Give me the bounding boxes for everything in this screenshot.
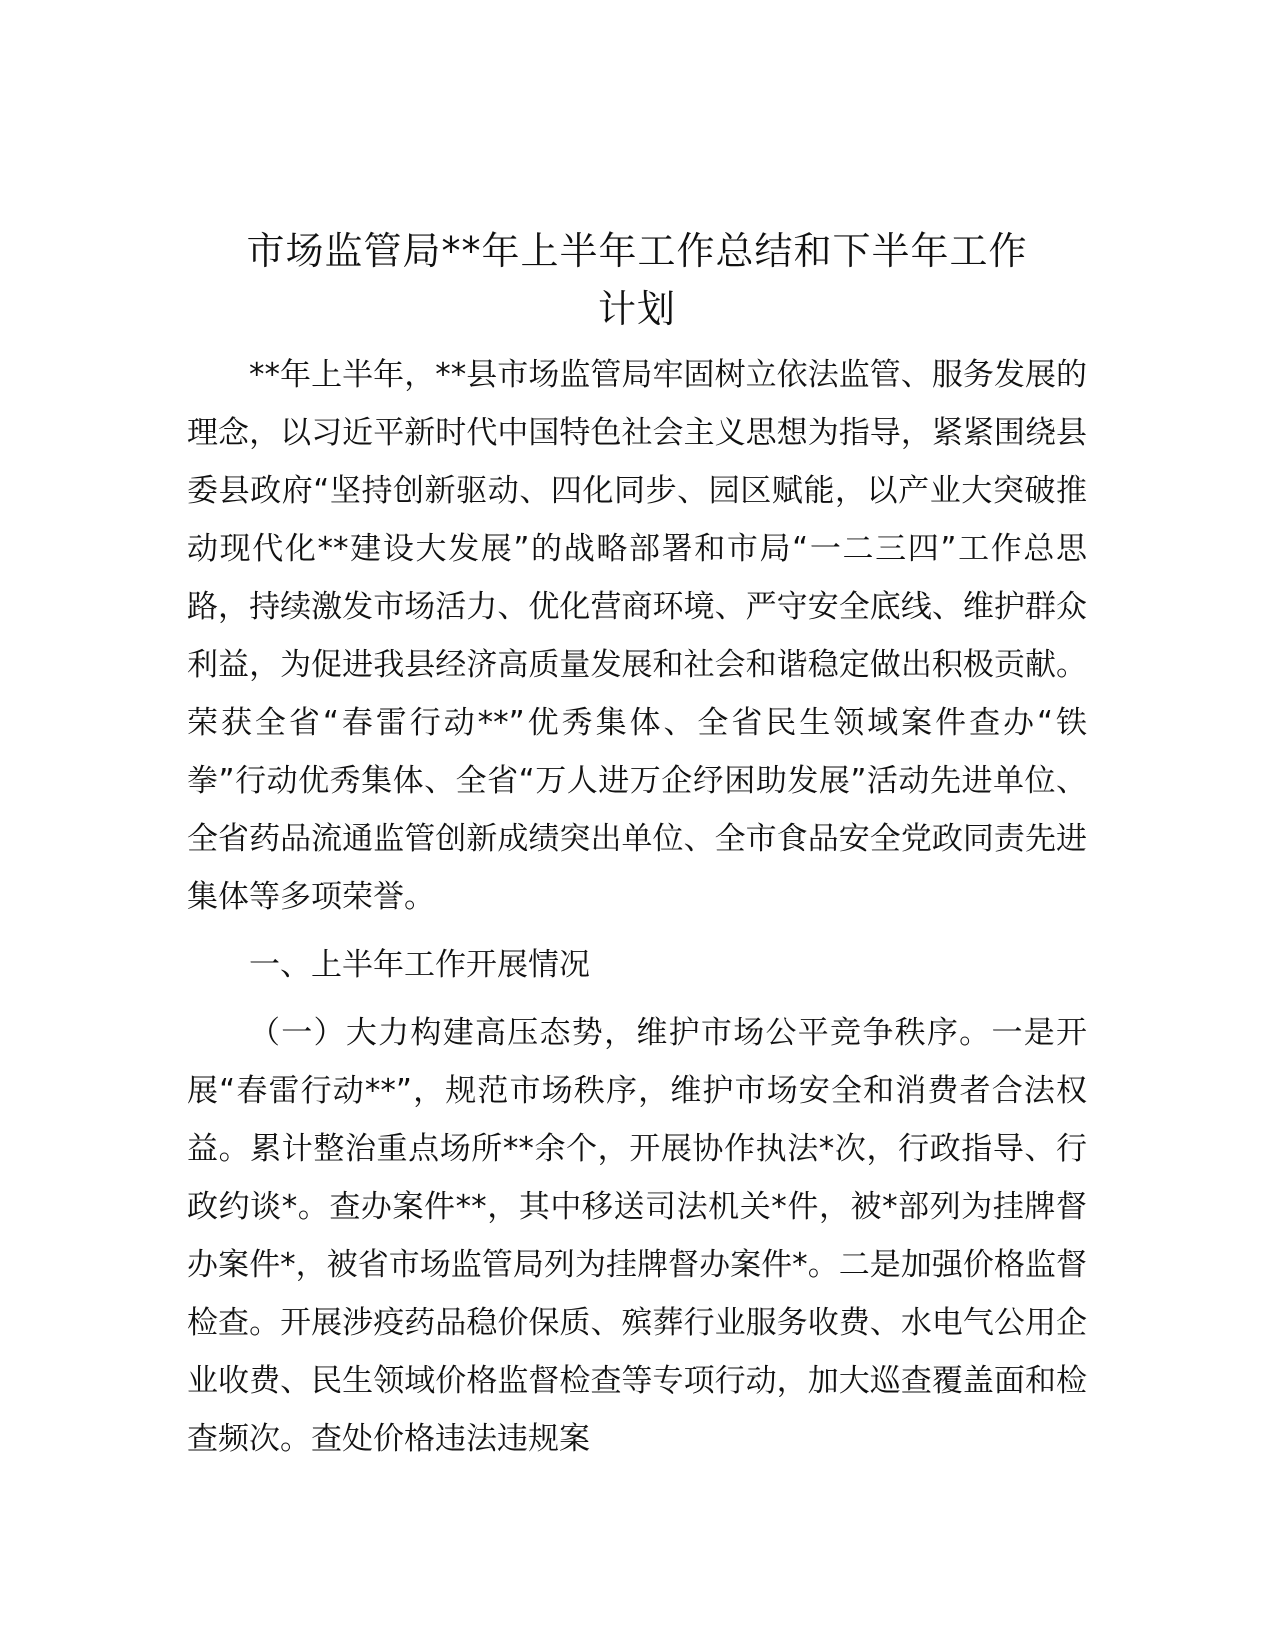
title-line-1: 市场监管局**年上半年工作总结和下半年工作 xyxy=(246,229,1028,273)
document-body xyxy=(187,222,1087,1468)
title-line-2: 计划 xyxy=(597,287,676,331)
section-heading: 一、上半年工作开展情况 xyxy=(249,947,590,983)
document-title xyxy=(187,222,1087,338)
section-paragraph: （一）大力构建高压态势，维护市场公平竞争秩序。一是开展“春雷行动**”，规范市场秩序，维护市场安全和消费者合法权益。累计整治重点场所**余个，开展协作执法*次，行政指导、行政约谈*。查办案件**，其中移送司法机关*件，被*部列为挂牌督办案件*，被省市场监管局列为挂牌督办案件*。二是加强价格监督检查。开展涉疫药品稳价保质、殡葬行业服务收费、水电气公用企业收费、民生领域价格监督检查等专项行动，加大巡查覆盖面和检查频次。查处价格违法违规案 xyxy=(187,1015,1087,1457)
intro-paragraph: **年上半年，**县市场监管局牢固树立依法监管、服务发展的理念，以习近平新时代中国特色社会主义思想为指导，紧紧围绕县委县政府“坚持创新驱动、四化同步、园区赋能，以产业大突破推动现代化**建设大发展”的战略部署和市局“一二三四”工作总思路，持续激发市场活力、优化营商环境、严守安全底线、维护群众利益，为促进我县经济高质量发展和社会和谐稳定做出积极贡献。荣获全省“春雷行动**”优秀集体、全省民生领域案件查办“铁拳”行动优秀集体、全省“万人进万企纾困助发展”活动先进单位、全省药品流通监管创新成绩突出单位、全市食品安全党政同责先进集体等多项荣誉。 xyxy=(187,357,1087,915)
